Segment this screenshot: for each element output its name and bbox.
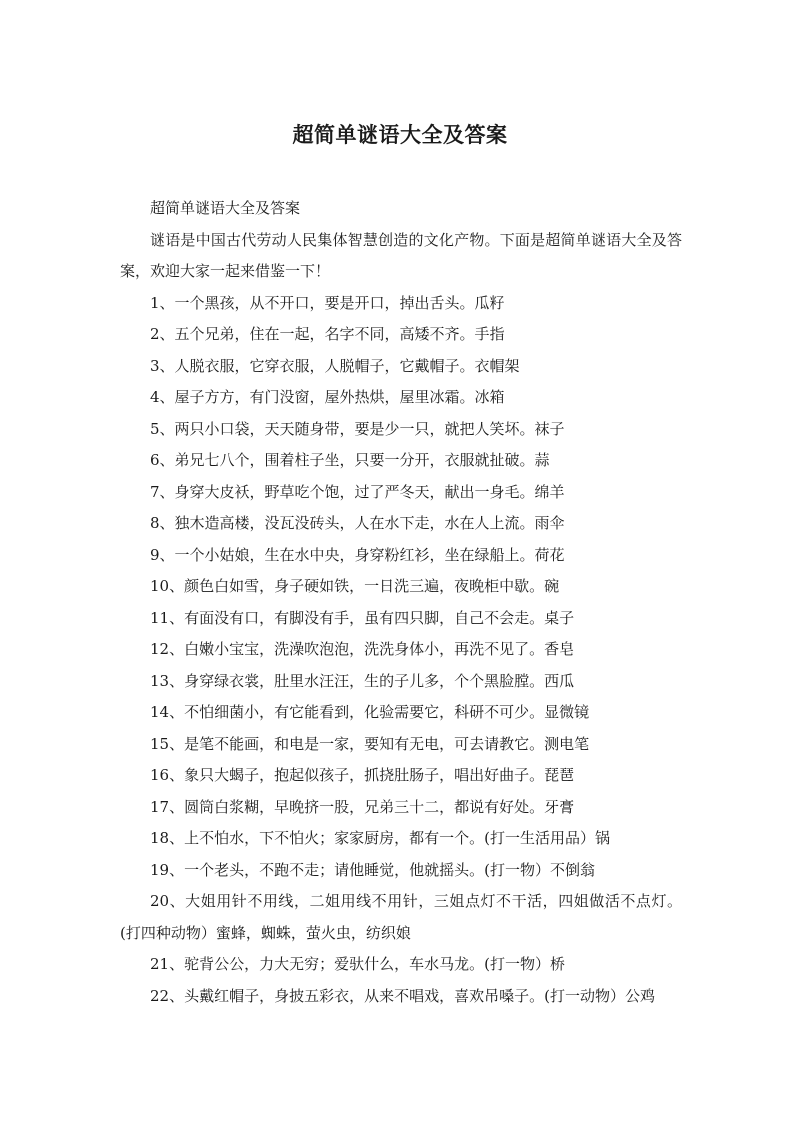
riddle-item: 3、人脱衣服，它穿衣服，人脱帽子，它戴帽子。衣帽架 [150, 356, 520, 375]
riddle-item: 13、身穿绿衣裳，肚里水汪汪，生的子儿多，个个黑脸膛。西瓜 [150, 671, 575, 690]
document-title: 超简单谜语大全及答案 [292, 123, 508, 147]
paragraph-subtitle: 超简单谜语大全及答案 [150, 199, 301, 217]
riddle-item: 8、独木造高楼，没瓦没砖头，人在水下走，水在人上流。雨伞 [150, 514, 565, 532]
riddle-item: 14、不怕细菌小，有它能看到，化验需要它，科研不可少。显微镜 [150, 703, 590, 721]
riddle-item: 10、颜色白如雪，身子硬如铁，一日洗三遍，夜晚柜中歇。碗 [150, 577, 560, 595]
riddle-item: 19、一个老头，不跑不走；请他睡觉，他就摇头。(打一物）不倒翁 [150, 860, 595, 879]
document-body [120, 193, 682, 1012]
riddle-item: 18、上不怕水，下不怕火；家家厨房，都有一个。(打一生活用品）锅 [150, 829, 610, 847]
riddle-item: 22、头戴红帽子，身披五彩衣，从来不唱戏，喜欢吊嗓子。(打一动物）公鸡 [150, 986, 655, 1005]
riddle-item: 9、一个小姑娘，生在水中央，身穿粉红衫，坐在绿船上。荷花 [150, 545, 565, 564]
riddle-item: 16、象只大蝎子，抱起似孩子，抓挠肚肠子，唱出好曲子。琵琶 [150, 766, 575, 784]
riddle-item: 15、是笔不能画，和电是一家，要知有无电，可去请教它。测电笔 [150, 734, 590, 753]
riddle-item: 21、驼背公公，力大无穷；爱驮什么，车水马龙。(打一物）桥 [150, 955, 565, 973]
riddle-item: 2、五个兄弟，住在一起，名字不同，高矮不齐。手指 [150, 325, 505, 343]
riddle-item: 7、身穿大皮袄，野草吃个饱，过了严冬天，献出一身毛。绵羊 [150, 482, 565, 501]
riddle-item: 20、大姐用针不用线，二姐用线不用针，三姐点灯不干活，四姐做活不点灯。(打四种动物）蜜蜂，蜘蛛，萤火虫，纺织娘 [120, 892, 682, 942]
paragraph-intro: 谜语是中国古代劳动人民集体智慧创造的文化产物。下面是超简单谜语大全及答案，欢迎大家一起来借鉴一下！ [120, 230, 682, 280]
riddle-item: 1、一个黑孩，从不开口，要是开口，掉出舌头。瓜籽 [150, 293, 505, 312]
riddle-item: 6、弟兄七八个，围着柱子坐，只要一分开，衣服就扯破。蒜 [150, 451, 550, 469]
riddle-item: 5、两只小口袋，天天随身带，要是少一只，就把人笑坏。袜子 [150, 419, 565, 438]
riddle-item: 4、屋子方方，有门没窗，屋外热烘，屋里冰霜。冰箱 [150, 388, 505, 406]
riddle-item: 17、圆筒白浆糊，早晚挤一股，兄弟三十二，都说有好处。牙膏 [150, 797, 575, 816]
riddle-item: 11、有面没有口，有脚没有手，虽有四只脚，自己不会走。桌子 [150, 608, 575, 627]
riddle-item: 12、白嫩小宝宝，洗澡吹泡泡，洗洗身体小，再洗不见了。香皂 [150, 640, 575, 658]
